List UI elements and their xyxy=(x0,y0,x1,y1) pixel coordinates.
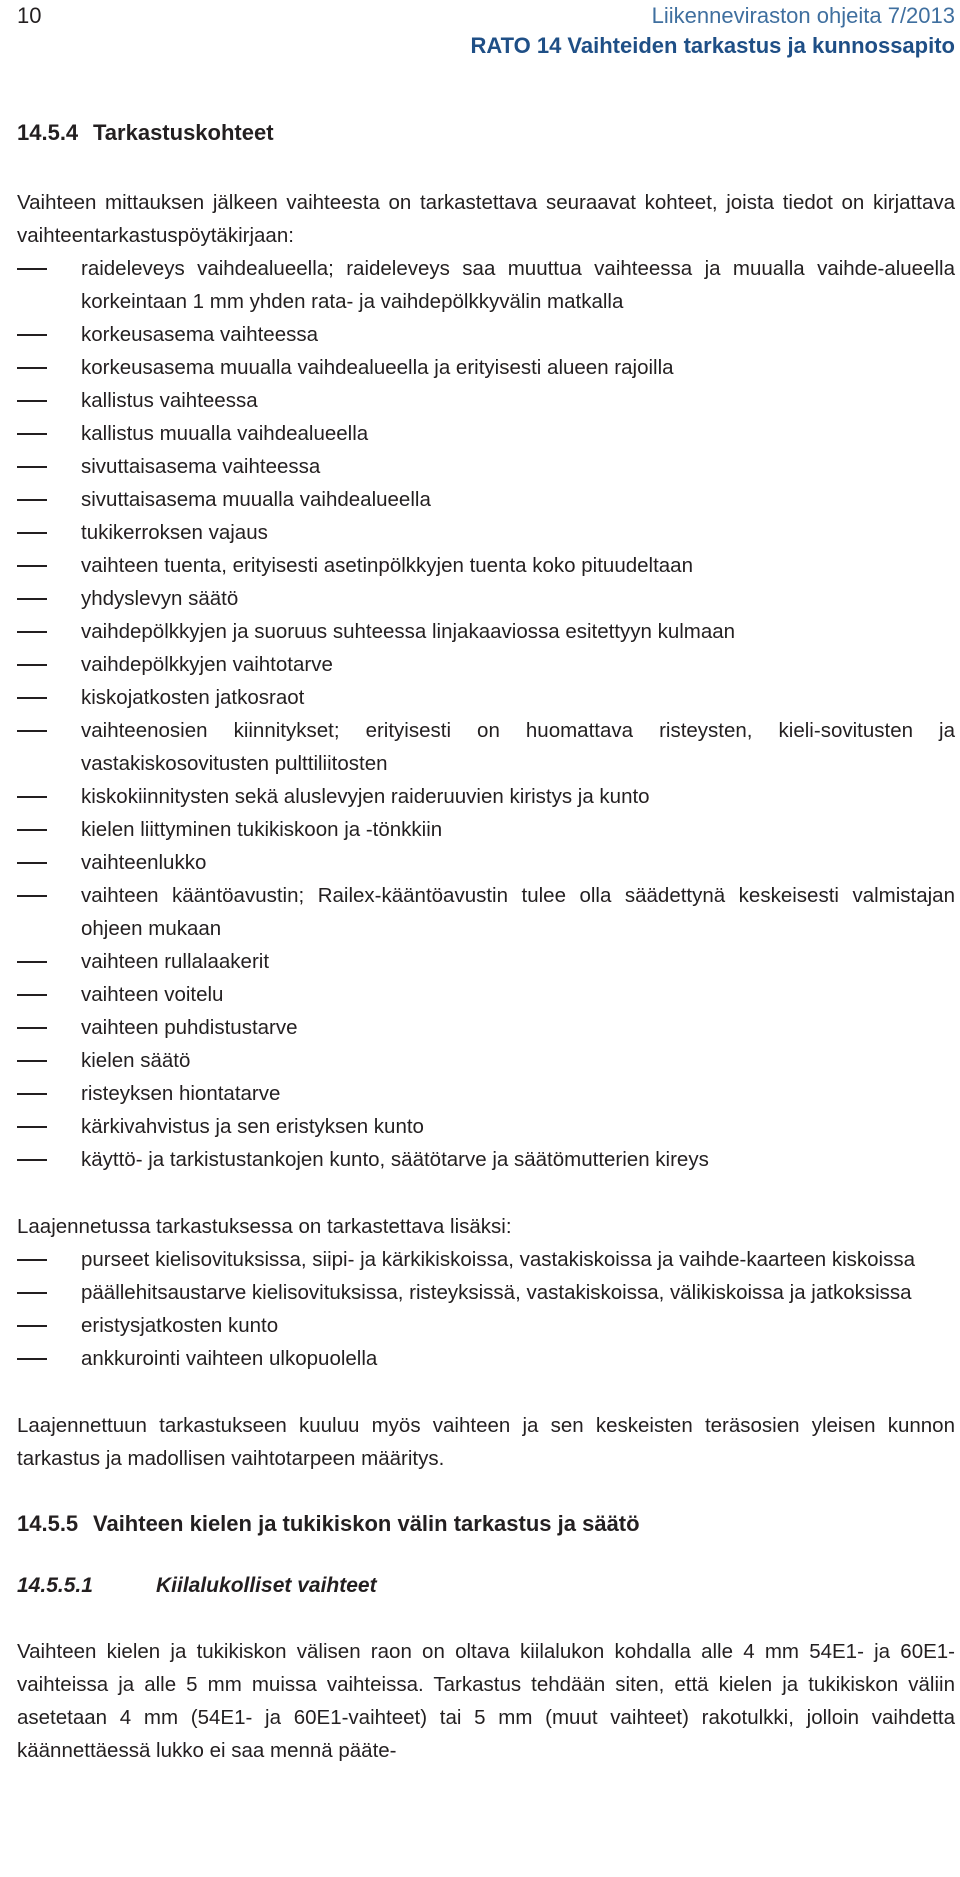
list-item: vaihteenlukko xyxy=(17,846,955,879)
subsubsection-body: Vaihteen kielen ja tukikiskon välisen raon on oltava kiilalukon kohdalla alle 4 mm 54E1- ja 60E1-vaihteissa ja alle 5 mm muissa vaihteissa. Tarkastus tehdään siten, että kielen ja tukikiskon väliin asetetaan 4 mm (54E1- ja 60E1-vaihteet) tai 5 mm (muut vaihteet) rakotulkki, jolloin vaihdetta käännettäessä lukko ei saa mennä pääte- xyxy=(17,1640,955,1762)
list-item: kielen säätö xyxy=(17,1044,955,1077)
list-item: päällehitsaustarve kielisovituksissa, risteyksissä, vastakiskoissa, välikiskoissa ja jatkoksissa xyxy=(17,1276,955,1309)
list-item: yhdyslevyn säätö xyxy=(17,582,955,615)
list-item: kallistus vaihteessa xyxy=(17,384,955,417)
extended-note: Laajennettuun tarkastukseen kuuluu myös vaihteen ja sen keskeisten teräsosien yleisen kunnon tarkastus ja madollisen vaihtotarpeen määritys. xyxy=(17,1414,955,1470)
publication-title: Liikenneviraston ohjeita 7/2013 xyxy=(651,3,955,28)
list-item: vaihteen rullalaakerit xyxy=(17,945,955,978)
list-item: sivuttaisasema vaihteessa xyxy=(17,450,955,483)
list-item: vaihdepölkkyjen vaihtotarve xyxy=(17,648,955,681)
list-item: eristysjatkosten kunto xyxy=(17,1309,955,1342)
section-number: 14.5.4 xyxy=(17,120,79,145)
subsubsection-number: 14.5.5.1 xyxy=(17,1574,93,1597)
extended-items-list xyxy=(17,1243,955,1375)
subsubsection-heading xyxy=(17,1571,955,1601)
inspection-items-list xyxy=(17,252,955,1176)
subsection-heading xyxy=(17,1509,955,1539)
list-item: vaihdepölkkyjen ja suoruus suhteessa linjakaaviossa esitettyyn kulmaan xyxy=(17,615,955,648)
list-item: risteyksen hiontatarve xyxy=(17,1077,955,1110)
document-title: RATO 14 Vaihteiden tarkastus ja kunnossapito xyxy=(470,33,955,58)
list-item: sivuttaisasema muualla vaihdealueella xyxy=(17,483,955,516)
list-item: raideleveys vaihdealueella; raideleveys saa muuttua vaihteessa ja muualla vaihde-alueella korkeintaan 1 mm yhden rata- ja vaihdepölkkyvälin matkalla xyxy=(17,252,955,318)
subsection-title: Vaihteen kielen ja tukikiskon välin tarkastus ja säätö xyxy=(93,1511,640,1536)
list-item: korkeusasema muualla vaihdealueella ja erityisesti alueen rajoilla xyxy=(17,351,955,384)
list-item: ankkurointi vaihteen ulkopuolella xyxy=(17,1342,955,1375)
list-item: purseet kielisovituksissa, siipi- ja kärkikiskoissa, vastakiskoissa ja vaihde-kaarteen kiskoissa xyxy=(17,1243,955,1276)
page-header xyxy=(17,2,955,62)
list-item: kallistus muualla vaihdealueella xyxy=(17,417,955,450)
subsubsection-title: Kiilalukolliset vaihteet xyxy=(156,1574,377,1597)
list-item: vaihteen voitelu xyxy=(17,978,955,1011)
list-item: kiskojatkosten jatkosraot xyxy=(17,681,955,714)
list-item: vaihteen kääntöavustin; Railex-kääntöavustin tulee olla säädettynä keskeisesti valmistajan ohjeen mukaan xyxy=(17,879,955,945)
list-item: vaihteenosien kiinnitykset; erityisesti on huomattava risteysten, kieli-sovitusten ja vastakiskosovitusten pulttiliitosten xyxy=(17,714,955,780)
list-item: korkeusasema vaihteessa xyxy=(17,318,955,351)
list-item: tukikerroksen vajaus xyxy=(17,516,955,549)
extended-intro: Laajennetussa tarkastuksessa on tarkastettava lisäksi: xyxy=(17,1215,512,1238)
section-heading xyxy=(17,118,955,148)
subsection-number: 14.5.5 xyxy=(17,1511,79,1536)
section-title: Tarkastuskohteet xyxy=(93,120,274,145)
list-item: kärkivahvistus ja sen eristyksen kunto xyxy=(17,1110,955,1143)
list-item: vaihteen tuenta, erityisesti asetinpölkkyjen tuenta koko pituudeltaan xyxy=(17,549,955,582)
list-item: vaihteen puhdistustarve xyxy=(17,1011,955,1044)
page-number: 10 xyxy=(17,3,42,28)
document-body xyxy=(17,118,955,1801)
list-item: käyttö- ja tarkistustankojen kunto, säätötarve ja säätömutterien kireys xyxy=(17,1143,955,1176)
section-intro: Vaihteen mittauksen jälkeen vaihteesta on tarkastettava seuraavat kohteet, joista tiedot on kirjattava vaihteentarkastuspöytäkirjaan: xyxy=(17,191,955,247)
list-item: kiskokiinnitysten sekä aluslevyjen raideruuvien kiristys ja kunto xyxy=(17,780,955,813)
list-item: kielen liittyminen tukikiskoon ja -tönkkiin xyxy=(17,813,955,846)
